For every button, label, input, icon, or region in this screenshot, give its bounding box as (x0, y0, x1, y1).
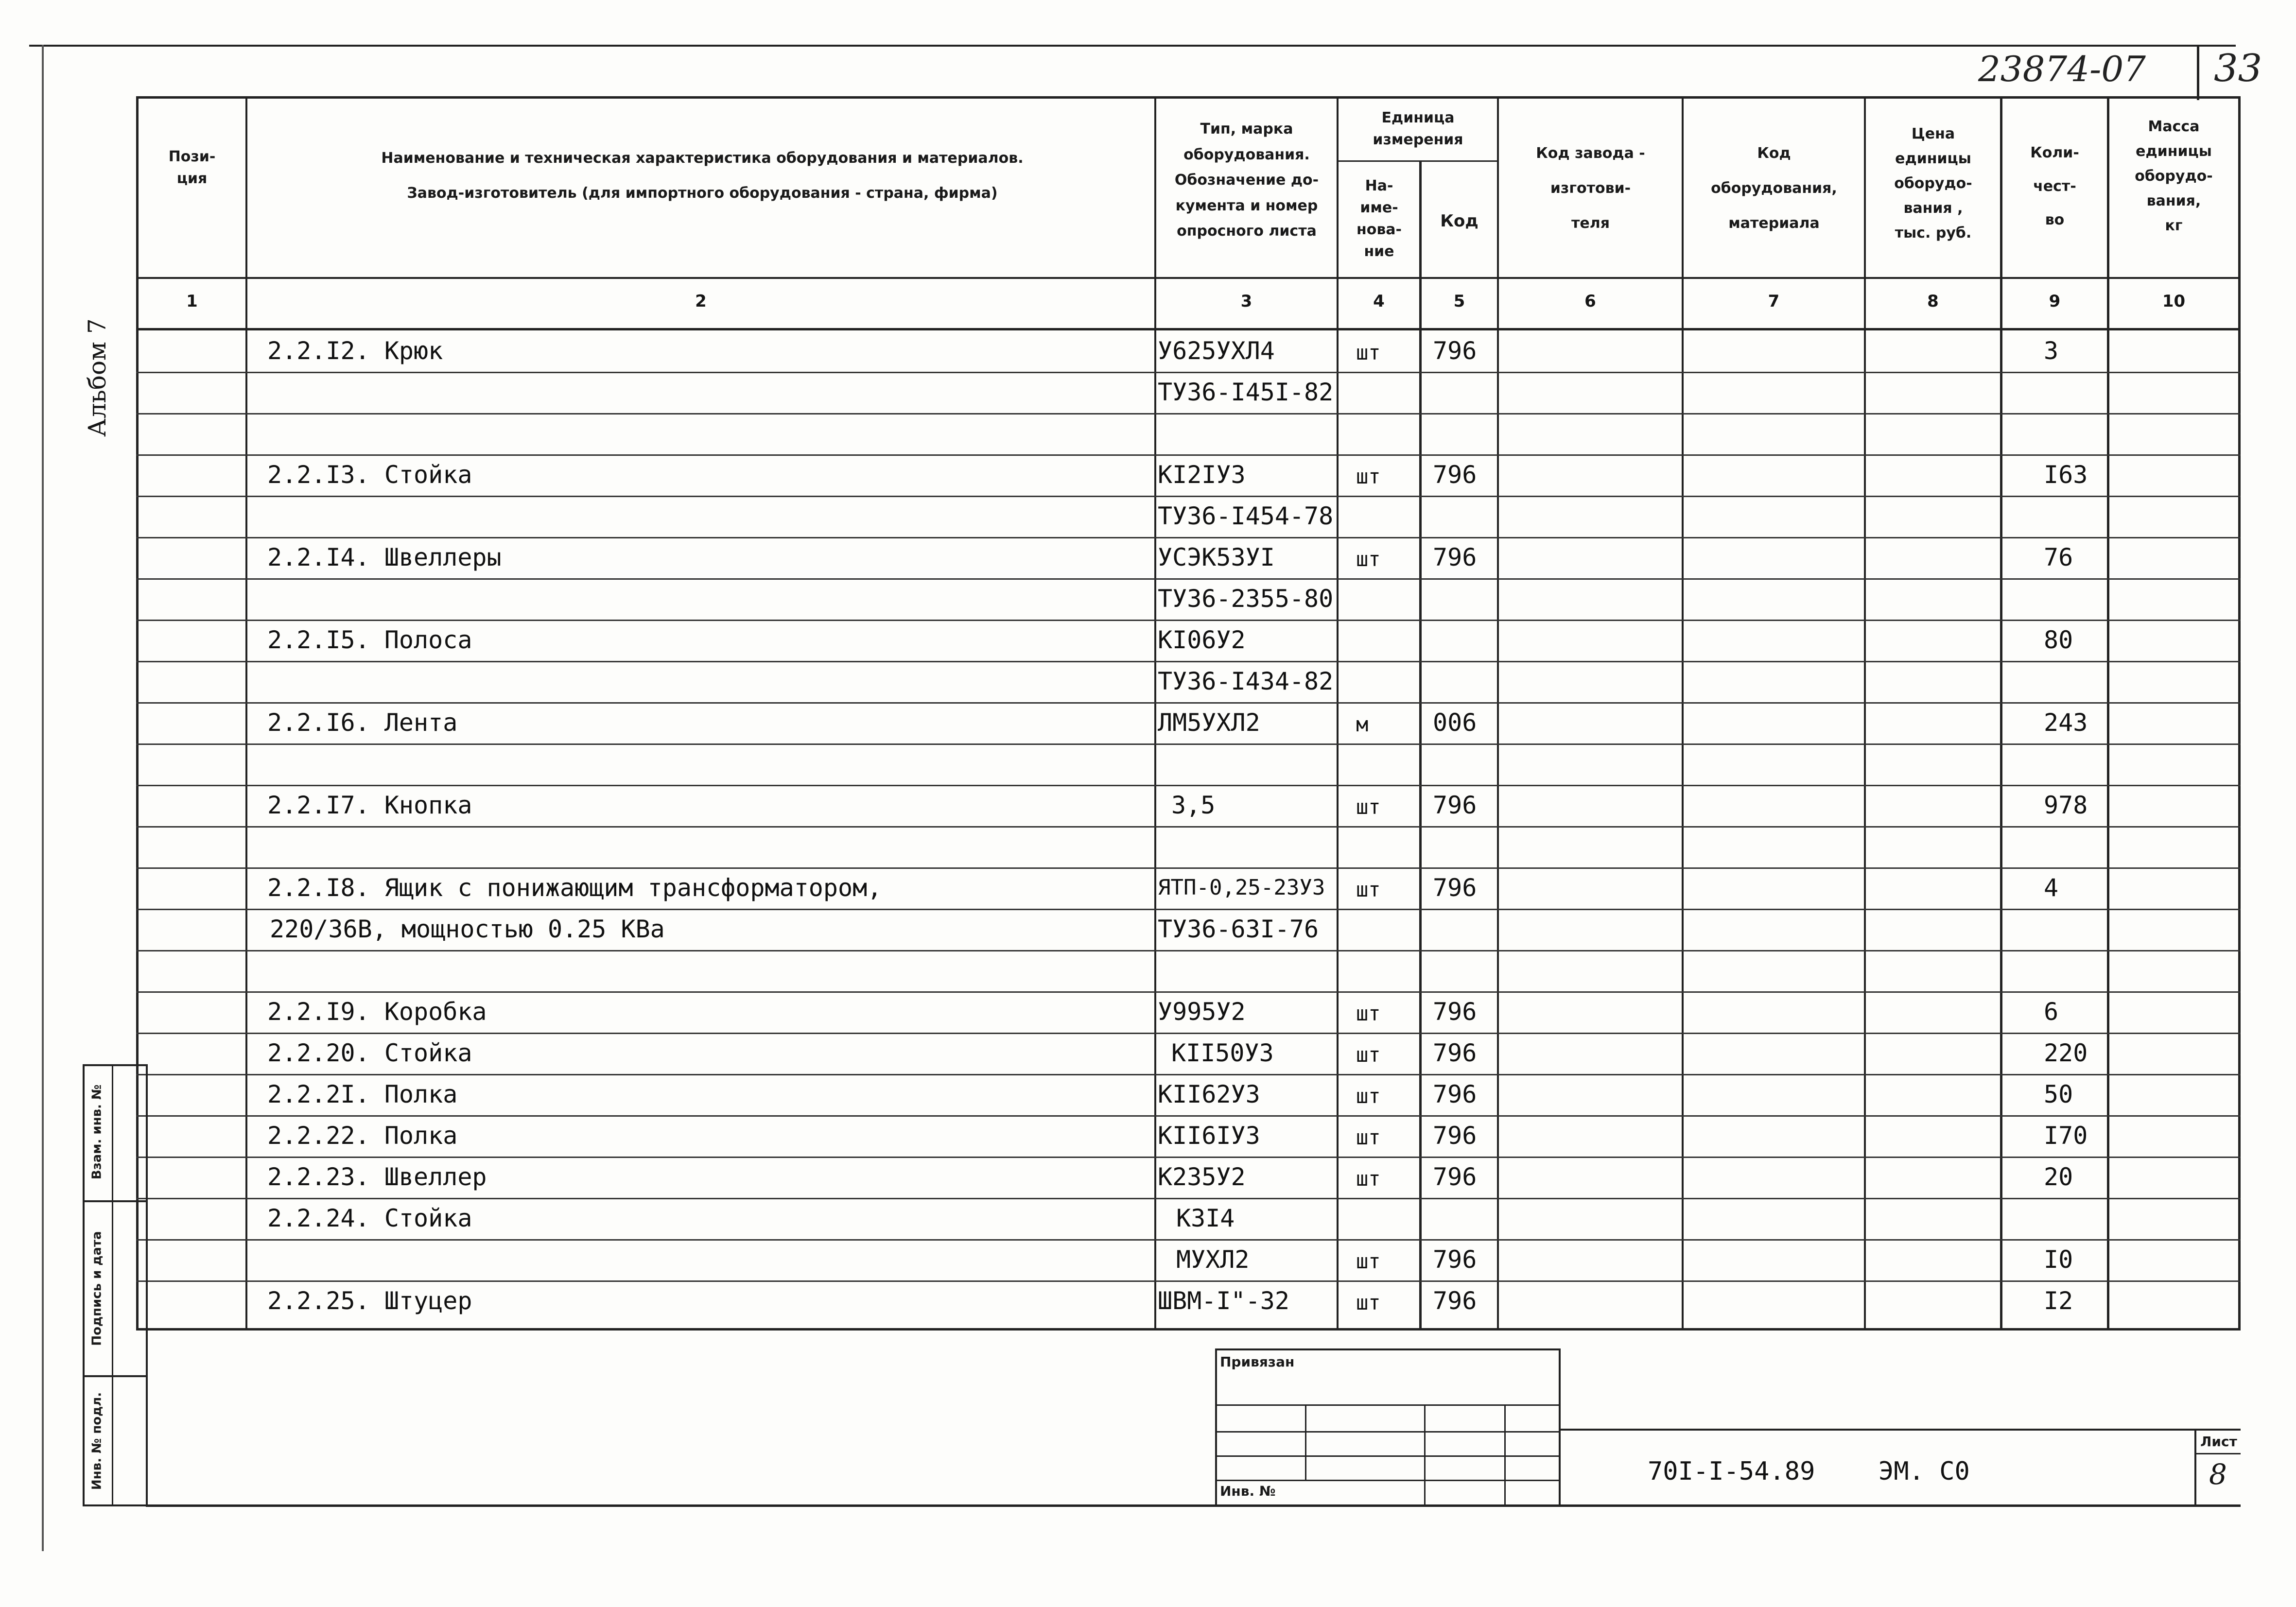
row-type: KII50УЗ (1171, 1039, 1274, 1067)
table-row (0, 378, 2296, 407)
table-row (0, 1204, 2296, 1233)
row-code: 796 (1433, 791, 1477, 819)
table-row (0, 832, 2296, 861)
table-row (0, 501, 2296, 531)
row-name: 2.2.I4. Швеллеры (267, 543, 502, 571)
row-type: ШВМ-I"-32 (1158, 1287, 1289, 1315)
row-type: У625УХЛ4 (1158, 337, 1275, 365)
inventory-number-label: Инв. № (1220, 1483, 1276, 1499)
row-type: МУХЛ2 (1176, 1245, 1250, 1274)
row-quantity: I0 (2044, 1245, 2073, 1274)
row-type: ТУ36-I434-82 (1158, 667, 1334, 695)
row-code: 796 (1433, 1287, 1477, 1315)
row-code: 796 (1433, 1039, 1477, 1067)
row-unit: шт (1356, 1249, 1381, 1273)
table-row (0, 1121, 2296, 1150)
row-unit: шт (1356, 465, 1381, 488)
row-name: 2.2.2I. Полка (267, 1080, 458, 1108)
row-quantity: 3 (2044, 337, 2059, 365)
table-row (0, 791, 2296, 820)
row-quantity: 20 (2044, 1163, 2073, 1191)
col-number: 6 (1584, 292, 1596, 311)
row-name: 2.2.24. Стойка (267, 1204, 472, 1232)
row-quantity: 4 (2044, 874, 2059, 902)
row-name: 2.2.25. Штуцер (267, 1287, 472, 1315)
row-quantity: I2 (2044, 1287, 2073, 1315)
header-position: Пози- ция (168, 148, 216, 187)
row-unit: шт (1356, 1167, 1381, 1191)
row-quantity: 50 (2044, 1080, 2073, 1108)
table-row (0, 873, 2296, 902)
table-row (0, 997, 2296, 1026)
table-row (0, 708, 2296, 737)
table-row (0, 1286, 2296, 1315)
row-unit: шт (1356, 341, 1381, 364)
header-mass: Масса единицы оборудо- вания, кг (2135, 118, 2213, 234)
row-quantity: 978 (2044, 791, 2088, 819)
page-corner-number: 33 (2214, 47, 2262, 90)
album-text: Альбом 7 (83, 318, 111, 437)
row-code: 796 (1433, 1122, 1477, 1150)
col-number: 3 (1240, 292, 1252, 311)
col-number: 4 (1373, 292, 1385, 311)
col-number: 7 (1768, 292, 1780, 311)
privyazan-label: Привязан (1220, 1354, 1295, 1370)
row-type: 3,5 (1171, 791, 1216, 819)
header-unit-code: Код (1440, 211, 1478, 231)
row-name: 2.2.I9. Коробка (267, 998, 487, 1026)
row-code: 796 (1433, 874, 1477, 902)
header-quantity: Коли- чест- во (2030, 144, 2079, 228)
row-code: 006 (1433, 708, 1477, 737)
header-name: Наименование и техническая характеристика оборудования и материалов. Завод-изготовитель (для импортного оборудования - страна, фирма) (381, 150, 1024, 202)
col-number: 9 (2049, 292, 2061, 311)
row-unit: м (1356, 712, 1369, 736)
row-name: 220/36В, мощностью 0.25 КВа (270, 915, 665, 943)
col-number: 1 (186, 292, 198, 311)
row-quantity: I63 (2044, 461, 2088, 489)
row-name: 2.2.I5. Полоса (267, 626, 472, 654)
row-type: УСЭК53УI (1158, 543, 1275, 571)
row-quantity: I70 (2044, 1122, 2088, 1150)
row-quantity: 243 (2044, 708, 2088, 737)
row-quantity: 220 (2044, 1039, 2088, 1067)
row-name: 2.2.I2. Крюк (267, 337, 443, 365)
sheet-number: 8 (2209, 1458, 2227, 1491)
row-code: 796 (1433, 543, 1477, 571)
row-code: 796 (1433, 1163, 1477, 1191)
stamp-replacement-inv: Взам. инв. № (89, 1084, 104, 1180)
document-number: 23874-07 (1978, 49, 2146, 89)
row-type: KI2IУЗ (1158, 461, 1246, 489)
stamp-original-inv: Инв. № подл. (89, 1392, 104, 1490)
row-unit: шт (1356, 1291, 1381, 1314)
table-row (0, 1162, 2296, 1192)
col-number: 2 (695, 292, 707, 311)
header-unit-name: На- име- нова- ние (1356, 177, 1402, 260)
table-row (0, 625, 2296, 655)
row-unit: шт (1356, 1043, 1381, 1067)
table-row (0, 915, 2296, 944)
row-type: ТУ36-2355-80 (1158, 585, 1334, 613)
col-number: 10 (2162, 292, 2186, 311)
sheet-label: Лист (2200, 1434, 2237, 1450)
row-type: KII62УЗ (1158, 1080, 1260, 1108)
row-name: 2.2.20. Стойка (267, 1039, 472, 1067)
row-code: 796 (1433, 998, 1477, 1026)
table-row (0, 419, 2296, 448)
row-name: 2.2.23. Швеллер (267, 1163, 487, 1191)
table-row (0, 667, 2296, 696)
header-price: Цена единицы оборудо- вания , тыс. руб. (1894, 125, 1972, 242)
row-quantity: 80 (2044, 626, 2073, 654)
row-unit: шт (1356, 878, 1381, 901)
row-code: 796 (1433, 337, 1477, 365)
row-type: KII6IУЗ (1158, 1122, 1260, 1150)
header-type: Тип, марка оборудования. Обозначение до- кумента и номер опросного листа (1174, 121, 1319, 240)
row-type: K235У2 (1158, 1163, 1246, 1191)
row-unit: шт (1356, 1002, 1381, 1025)
row-name: 2.2.22. Полка (267, 1122, 458, 1150)
table-row (0, 543, 2296, 572)
stamp-signature-date: Подпись и дата (89, 1231, 104, 1346)
document-designation: 70I-I-54.89 (1648, 1457, 1815, 1486)
row-unit: шт (1356, 547, 1381, 571)
row-type: ЯТП-0,25-23УЗ (1158, 875, 1325, 900)
table-row (0, 336, 2296, 365)
row-unit: шт (1356, 1084, 1381, 1108)
row-code: 796 (1433, 1080, 1477, 1108)
table-row (0, 956, 2296, 985)
row-type: ЛМ5УХЛ2 (1158, 708, 1260, 737)
row-code: 796 (1433, 1245, 1477, 1274)
col-number: 5 (1453, 292, 1465, 311)
table-row (0, 1245, 2296, 1274)
row-type: У995У2 (1158, 998, 1246, 1026)
row-name: 2.2.I3. Стойка (267, 461, 472, 489)
header-factory-code: Код завода - изготови- теля (1536, 145, 1645, 232)
row-quantity: 6 (2044, 998, 2059, 1026)
col-number: 8 (1927, 292, 1939, 311)
table-row (0, 1038, 2296, 1068)
row-type: KI06У2 (1158, 626, 1246, 654)
table-row (0, 749, 2296, 778)
row-name: 2.2.I7. Кнопка (267, 791, 472, 819)
row-code: 796 (1433, 461, 1477, 489)
row-type: ТУ36-63I-76 (1158, 915, 1319, 943)
row-type: ТУ36-I454-78 (1158, 502, 1334, 530)
row-quantity: 76 (2044, 543, 2073, 571)
table-row (0, 1080, 2296, 1109)
header-equipment-code: Код оборудования, материала (1711, 145, 1837, 232)
row-name: 2.2.I6. Лента (267, 708, 458, 737)
row-unit: шт (1356, 795, 1381, 819)
row-name: 2.2.I8. Ящик с понижающим трансформатором, (267, 874, 882, 902)
row-type: ТУ36-I45I-82 (1158, 378, 1334, 406)
table-row (0, 584, 2296, 613)
row-type: K3I4 (1176, 1204, 1235, 1232)
table-row (0, 460, 2296, 489)
row-unit: шт (1356, 1125, 1381, 1149)
header-unit: Единица измерения (1373, 109, 1463, 148)
document-mark: ЭМ. С0 (1879, 1457, 1970, 1486)
